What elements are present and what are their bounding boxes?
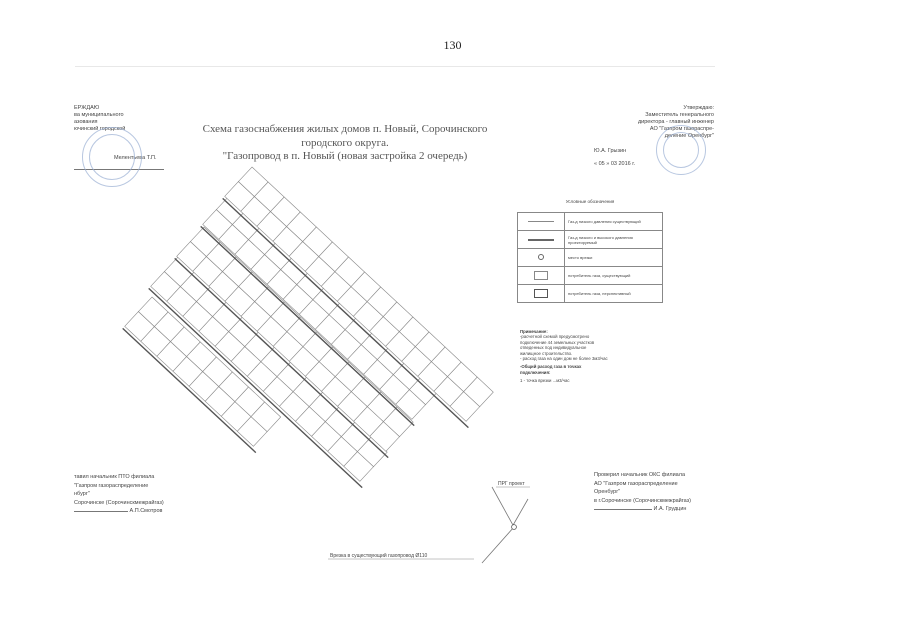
legend-row — [518, 231, 663, 249]
legend-label: место врезки — [565, 249, 663, 267]
notes-total-heading: подключения: — [520, 369, 551, 375]
legend-row — [518, 249, 663, 267]
legend-label: Газ-д низкого и высокого давления проектируемый — [565, 231, 663, 249]
compiled-line: "Газпром газораспределение — [74, 482, 149, 489]
thin-line-icon — [528, 221, 554, 222]
compiled-line: тавил начальник ПТО филиала — [74, 474, 155, 480]
circle-icon — [538, 254, 544, 260]
checked-line: АО "Газпром газораспределение — [594, 480, 678, 487]
legend-title: Условные обозначения — [565, 199, 615, 204]
approval-right-line: деление Оренбург" — [664, 133, 714, 139]
legend-table — [517, 212, 663, 303]
legend-row — [518, 213, 663, 231]
approval-left-name: Мелентьева Т.П. — [114, 155, 157, 161]
approval-left-line: ва муниципального — [74, 112, 124, 118]
compiled-by-block — [74, 473, 214, 516]
gas-pipe-branch — [492, 487, 514, 527]
legend-label: потребитель газа, перспективный — [565, 285, 663, 303]
drawing-sheet — [70, 95, 720, 575]
tie-in-label: Врезка в существующий газопровод Ø110 — [330, 553, 428, 559]
title-line-3: "Газопровод в п. Новый (новая застройка 2 очередь) — [222, 150, 468, 162]
title-line-2: городского округа. — [301, 136, 389, 149]
checked-name: И.А. Грудцин — [653, 506, 687, 512]
checked-line: Проверил начальник ОКС филиала — [594, 472, 686, 478]
notes-heading: Примечание: — [520, 329, 548, 334]
thick-line-icon — [528, 239, 554, 241]
header-rule — [75, 66, 715, 67]
compiled-line: Сорочинске (Сорочинскмежрайгаз) — [74, 499, 164, 506]
legend-label: потребитель газа, существующий — [565, 267, 663, 285]
notes-total-line: 1 - точка врезки ...м3/час — [520, 378, 570, 384]
legend-row — [518, 285, 663, 303]
signature-line — [74, 511, 128, 512]
checked-line: в г.Сорочинске (Сорочинскмежрайгаз) — [594, 497, 691, 504]
page-number: 130 — [443, 38, 462, 52]
legend-label: Газ-д низкого давления существующий — [565, 213, 663, 231]
gas-pipe-branch — [482, 527, 514, 563]
notes-line: жилищное строительство. — [520, 350, 573, 356]
notes-line: - расход газа на один дом не более 3м3/час — [520, 356, 608, 362]
approval-right-line: Утверждаю: — [683, 105, 714, 111]
notes-line: подключение 44 земельных участков — [520, 339, 595, 345]
notes-total-heading: -Общий расход газа в точках — [520, 364, 582, 370]
gas-pipe-branch — [512, 499, 528, 527]
checked-by-block — [594, 471, 734, 514]
title-line-1: Схема газоснабжения жилых домов п. Новый, Сорочинского — [202, 123, 488, 135]
approval-left-line: азования — [74, 119, 98, 125]
signature-line — [594, 509, 652, 510]
approval-left-line: ЕРЖДАЮ — [74, 105, 100, 111]
approval-left-line: ючинский городской — [74, 126, 126, 132]
compiled-name: А.П.Смотров — [129, 508, 163, 514]
bold-box-icon — [534, 289, 548, 298]
compiled-line: нбург" — [74, 491, 90, 497]
legend — [517, 199, 663, 303]
approval-right-name: Ю.А. Грызин — [594, 148, 627, 154]
approval-right-line: Заместитель генерального — [645, 112, 714, 118]
approval-right-line: директора - главный инженер — [637, 119, 714, 125]
approval-right-date: « 05 » 03 2016 г. — [594, 161, 636, 167]
plot-rows — [125, 167, 494, 481]
checked-line: Оренбург" — [594, 489, 621, 495]
approval-right-line: АО "Газпром газораспре- — [649, 126, 714, 132]
box-icon — [534, 271, 548, 280]
notes-line: отведенных под индивидуальное — [520, 345, 587, 351]
prg-label: ПРГ проект — [498, 481, 525, 487]
legend-row — [518, 267, 663, 285]
notes-line: -расчетной схемой предусмотрено — [520, 334, 590, 340]
notes — [520, 329, 660, 384]
tie-in-point-icon — [512, 525, 517, 530]
